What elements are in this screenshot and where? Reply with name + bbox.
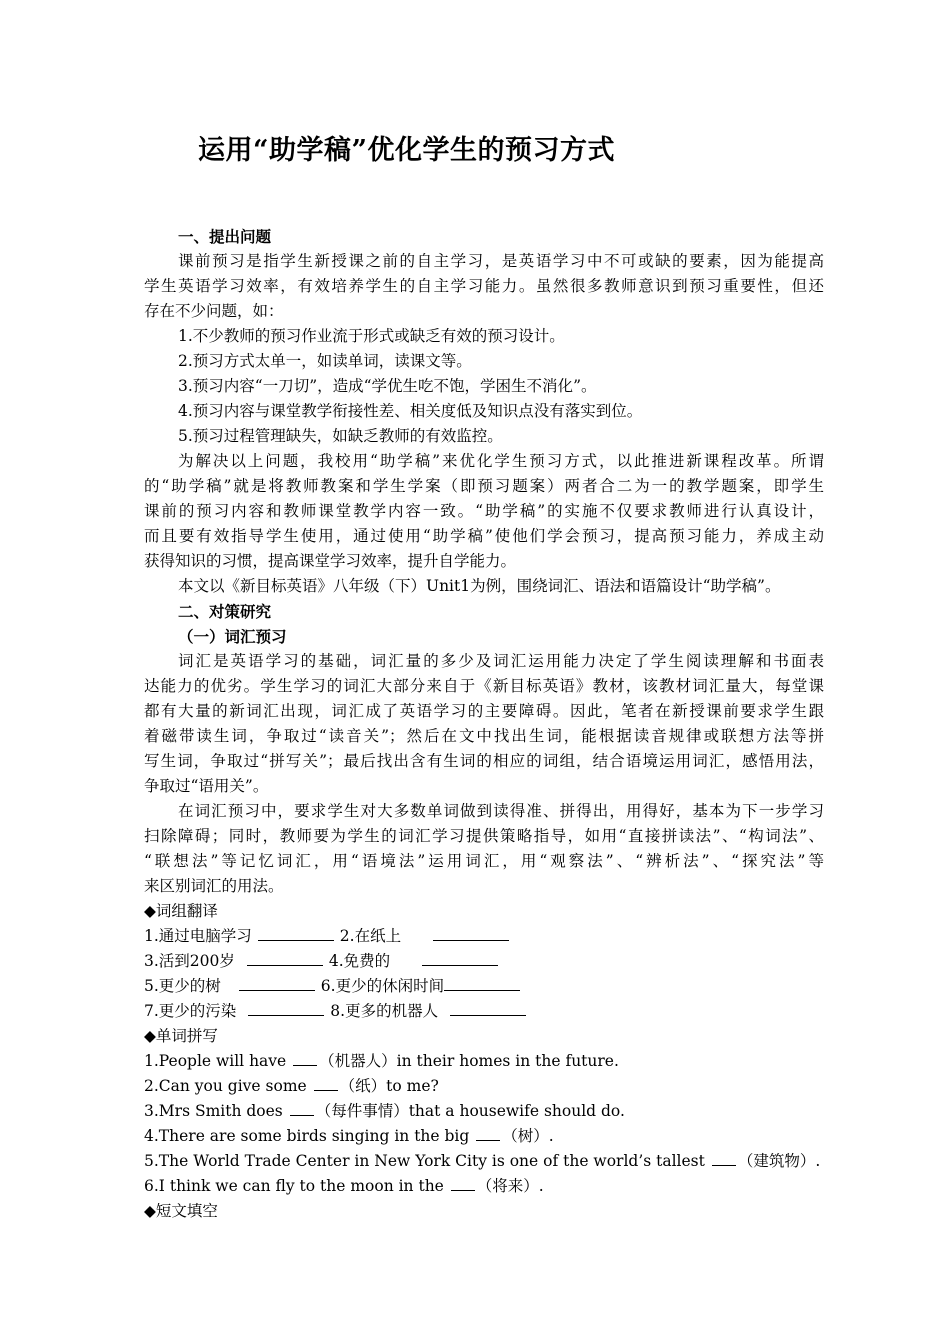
paragraph-line: 都有大量的新词汇出现，词汇成了英语学习的主要障碍。因此，笔者在新授课前要求学生跟 — [144, 702, 824, 720]
answer-blank[interactable] — [258, 924, 334, 941]
paragraph-line: 在词汇预习中，要求学生对大多数单词做到读得准、拼得出，用得好，基本为下一步学习 — [178, 802, 824, 820]
subsection-heading: （一）词汇预习 — [178, 627, 287, 646]
exercise-item — [144, 1149, 824, 1174]
exercise-row — [144, 949, 824, 974]
answer-blank[interactable] — [444, 974, 520, 991]
exercise-prompt: 8.更多的机器人 — [330, 1002, 439, 1020]
paragraph-line: 存在不少问题，如： — [144, 302, 284, 320]
answer-blank[interactable] — [314, 1074, 338, 1091]
list-item: 1.不少教师的预习作业流于形式或缺乏有效的预习设计。 — [178, 327, 565, 345]
paragraph-line: 本文以《新目标英语》八年级（下）Unit1为例，围绕词汇、语法和语篇设计“助学稿”。 — [178, 577, 781, 595]
exercise-prompt: 7.更少的污染 — [144, 1002, 237, 1020]
exercise-prompt: 6.更少的休闲时间 — [320, 977, 445, 995]
section-heading: 一、提出问题 — [178, 227, 272, 246]
item-text: 4.There are some birds singing in the big — [144, 1127, 470, 1145]
item-hint: （建筑物）. — [737, 1152, 821, 1170]
item-hint: （树）. — [502, 1127, 554, 1145]
item-text: 1.People will have — [144, 1052, 287, 1070]
section-heading: 二、对策研究 — [178, 602, 272, 621]
exercise-prompt: 3.活到200岁 — [144, 952, 235, 970]
exercise-heading: ◆短文填空 — [144, 1202, 218, 1220]
exercise-prompt: 4.免费的 — [328, 952, 391, 970]
item-text: 5.The World Trade Center in New York City is one of the world’s tallest — [144, 1152, 705, 1170]
paragraph-line: 争取过“语用关”。 — [144, 777, 269, 795]
item-hint: （每件事情）that a housewife should do. — [315, 1102, 625, 1120]
paragraph-line: 而且要有效指导学生使用，通过使用“助学稿”使他们学会预习，提高预习能力，养成主动 — [144, 527, 824, 545]
item-hint: （机器人）in their homes in the future. — [319, 1052, 619, 1070]
paragraph-line: 来区别词汇的用法。 — [144, 877, 284, 895]
answer-blank[interactable] — [451, 1174, 475, 1191]
exercise-item — [144, 1124, 824, 1149]
paragraph-line: 学生英语学习效率，有效培养学生的自主学习能力。虽然很多教师意识到预习重要性，但还 — [144, 277, 824, 295]
answer-blank[interactable] — [433, 924, 509, 941]
exercise-row — [144, 999, 824, 1024]
exercise-prompt: 2.在纸上 — [339, 927, 402, 945]
paragraph-line: 的“助学稿”就是将教师教案和学生学案（即预习题案）两者合二为一的教学题案，即学生 — [144, 477, 824, 495]
answer-blank[interactable] — [247, 949, 323, 966]
answer-blank[interactable] — [422, 949, 498, 966]
exercise-prompt: 5.更少的树 — [144, 977, 221, 995]
answer-blank[interactable] — [293, 1049, 317, 1066]
answer-blank[interactable] — [239, 974, 315, 991]
answer-blank[interactable] — [476, 1124, 500, 1141]
list-item: 2.预习方式太单一，如读单词，读课文等。 — [178, 352, 472, 370]
exercise-heading: ◆单词拼写 — [144, 1027, 218, 1045]
exercise-row — [144, 974, 824, 999]
exercise-item — [144, 1099, 824, 1124]
list-item: 5.预习过程管理缺失，如缺乏教师的有效监控。 — [178, 427, 503, 445]
paragraph-line: 扫除障碍；同时，教师要为学生的词汇学习提供策略指导，如用“直接拼读法”、“构词法”、 — [144, 827, 824, 845]
answer-blank[interactable] — [712, 1149, 736, 1166]
item-text: 6.I think we can fly to the moon in the — [144, 1177, 444, 1195]
answer-blank[interactable] — [248, 999, 324, 1016]
answer-blank[interactable] — [290, 1099, 314, 1116]
exercise-prompt: 1.通过电脑学习 — [144, 927, 252, 945]
exercise-item — [144, 1174, 824, 1199]
paragraph-line: 着磁带读生词，争取过“读音关”；然后在文中找出生词，能根据读音规律或联想方法等拼 — [144, 727, 824, 745]
exercise-heading: ◆词组翻译 — [144, 902, 218, 920]
item-text: 2.Can you give some — [144, 1077, 307, 1095]
exercise-item — [144, 1074, 824, 1099]
paragraph-line: “联想法”等记忆词汇，用“语境法”运用词汇，用“观察法”、“辨析法”、“探究法”等 — [144, 852, 824, 870]
paragraph-line: 达能力的优劣。学生学习的词汇大部分来自于《新目标英语》教材，该教材词汇量大，每堂课 — [144, 677, 824, 695]
page-title: 运用“助学稿”优化学生的预习方式 — [198, 135, 616, 166]
item-hint: （纸）to me? — [339, 1077, 439, 1095]
paragraph-line: 词汇是英语学习的基础，词汇量的多少及词汇运用能力决定了学生阅读理解和书面表 — [178, 652, 824, 670]
paragraph-line: 课前预习是指学生新授课之前的自主学习，是英语学习中不可或缺的要素，因为能提高 — [178, 252, 824, 270]
paragraph-line: 写生词，争取过“拼写关”；最后找出含有生词的相应的词组，结合语境运用词汇，感悟用法， — [144, 752, 824, 770]
paragraph-line: 获得知识的习惯，提高课堂学习效率，提升自学能力。 — [144, 552, 517, 570]
paragraph-line: 课前的预习内容和教师课堂教学内容一致。“助学稿”的实施不仅要求教师进行认真设计， — [144, 502, 824, 520]
item-hint: （将来）. — [476, 1177, 544, 1195]
answer-blank[interactable] — [450, 999, 526, 1016]
item-text: 3.Mrs Smith does — [144, 1102, 283, 1120]
article-body — [144, 224, 824, 1224]
exercise-row — [144, 924, 824, 949]
list-item: 4.预习内容与课堂教学衔接性差、相关度低及知识点没有落实到位。 — [178, 402, 643, 420]
paragraph-line: 为解决以上问题，我校用“助学稿”来优化学生预习方式，以此推进新课程改革。所谓 — [178, 452, 824, 470]
list-item: 3.预习内容“一刀切”，造成“学优生吃不饱，学困生不消化”。 — [178, 377, 597, 395]
exercise-item — [144, 1049, 824, 1074]
